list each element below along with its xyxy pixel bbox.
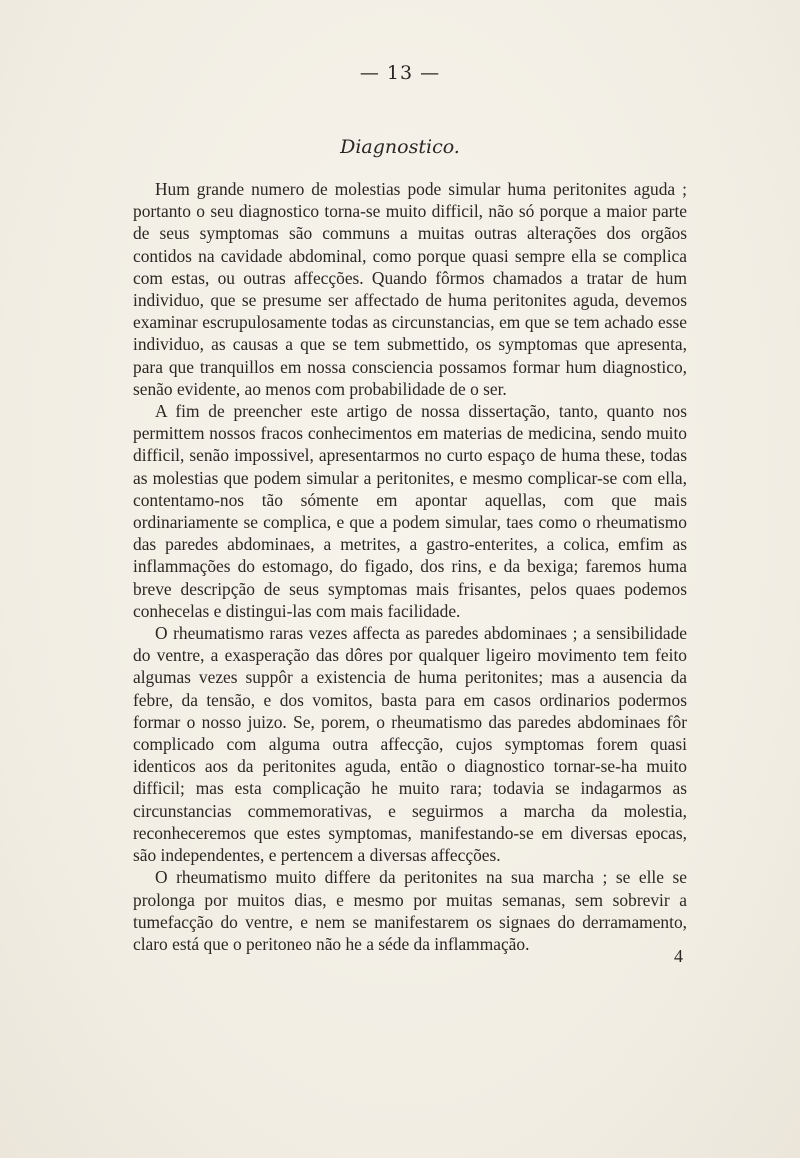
paragraph: O rheumatismo muito differe da peritonites na sua marcha ; se elle se prolonga por muitos dias, e mesmo por muitas semanas, sem sobrevir a tumefacção do ventre, e nem se manifestarem os signaes do derramamento, claro está que o peritoneo não he a séde da inflammação. xyxy=(133,867,687,954)
paragraph: A fim de preencher este artigo de nossa dissertação, tanto, quanto nos permittem nossos fracos conhecimentos em materias de medicina, sendo muito difficil, senão impossivel, apresentarmos no curto espaço de huma these, todas as molestias que podem simular a peritonites, e mesmo complicar-se com ella, contentamo-nos tão sómente em apontar aquellas, com que mais ordinariamente se complica, e que a podem simular, taes como o rheumatismo das paredes abdominaes, a metrites, a gastro-enterites, a colica, emfim as inflammações do estomago, do figado, dos rins, e da bexiga; faremos huma breve descripção de seus symptomas mais frisantes, pelos quaes podemos conhecelas e distingui-las com mais facilidade. xyxy=(133,401,687,621)
paragraph: Hum grande numero de molestias pode simular huma peritonites aguda ; portanto o seu diagnostico torna-se muito difficil, não só porque a maior parte de seus symptomas são communs a muitas outras alterações dos orgãos contidos na cavidade abdominal, como porque quasi sempre ella se complica com estas, ou outras affecções. Quando fôrmos chamados a tratar de hum individuo, que se presume ser affectado de huma peritonites aguda, devemos examinar escrupulosamente todas as circunstancias, em que se tem achado esse individuo, as causas a que se tem submettido, os symptomas que apresenta, para que tranquillos em nossa consciencia possamos formar hum diagnostico, senão evidente, ao menos com probabilidade de o ser. xyxy=(133,179,687,399)
signature-mark: 4 xyxy=(674,946,683,966)
section-title: Diagnostico. xyxy=(340,136,460,158)
body-text xyxy=(133,178,687,955)
paragraph: O rheumatismo raras vezes affecta as paredes abdominaes ; a sensibilidade do ventre, a exasperação das dôres por qualquer ligeiro movimento tem feito algumas vezes suppôr a existencia de huma peritonites; mas a ausencia da febre, da tensão, e dos vomitos, basta para em casos ordinarios podermos formar o nosso juizo. Se, porem, o rheumatismo das paredes abdominaes fôr complicado com alguma outra affecção, cujos symptomas forem quasi identicos aos da peritonites aguda, então o diagnostico tornar-se-ha muito difficil; mas esta complicação he muito rara; todavia se indagarmos as circunstancias commemorativas, e seguirmos a marcha da molestia, reconheceremos que estes symptomas, manifestando-se em diversas epocas, são independentes, e pertencem a diversas affecções. xyxy=(133,623,687,866)
page-number: — 13 — xyxy=(359,62,441,84)
